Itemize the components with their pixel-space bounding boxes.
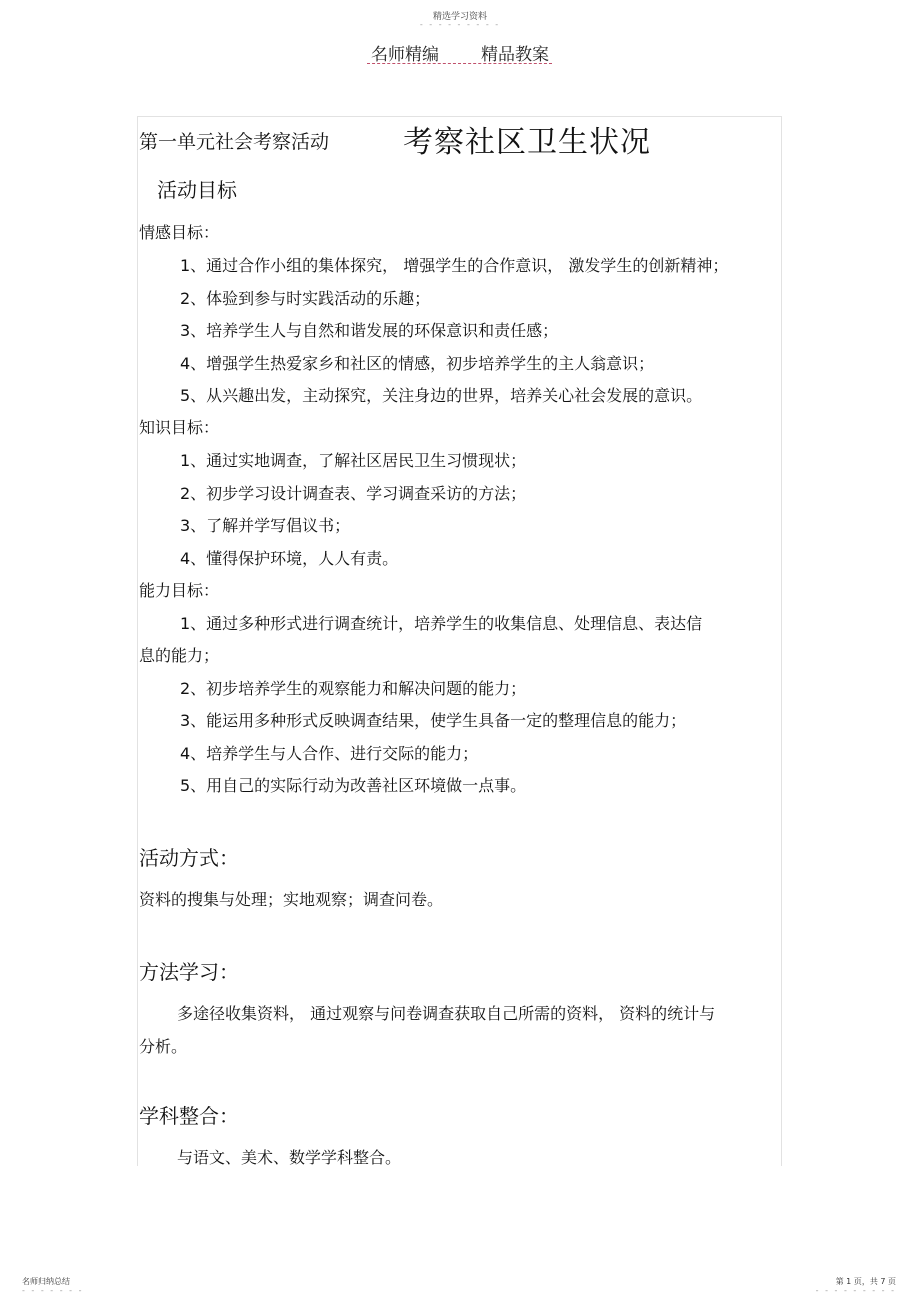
knowledge-heading: 知识目标： <box>139 418 220 437</box>
method-heading: 活动方式： <box>139 846 239 870</box>
knowledge-item: 1、通过实地调查，了解社区居民卫生习惯现状； <box>180 451 527 470</box>
emotion-item: 5、从兴趣出发，主动探究，关注身边的世界，培养关心社会发展的意识。 <box>180 386 703 405</box>
ability-item: 2、初步培养学生的观察能力和解决问题的能力； <box>180 679 527 698</box>
unit-label: 第一单元社会考察活动 <box>139 131 330 153</box>
ability-heading: 能力目标： <box>139 581 220 600</box>
footer-right-dots: - - - - - - - - - <box>815 1286 896 1295</box>
emotion-item: 4、增强学生热爱家乡和社区的情感，初步培养学生的主人翁意识； <box>180 354 655 373</box>
emotion-item: 1、通过合作小组的集体探究， 增强学生的合作意识， 激发学生的创新精神； <box>180 256 729 275</box>
integration-heading: 学科整合： <box>139 1104 239 1128</box>
ability-item: 3、能运用多种形式反映调查结果，使学生具备一定的整理信息的能力； <box>180 711 687 730</box>
page-number: 第 1 页，共 7 页 <box>835 1277 896 1286</box>
method-text: 资料的搜集与处理；实地观察；调查问卷。 <box>139 890 444 909</box>
learning-text: 多途径收集资料， 通过观察与问卷调查获取自己所需的资料， 资料的统计与 <box>177 1004 716 1023</box>
page-title: 考察社区卫生状况 <box>403 125 651 160</box>
top-label: 精选学习资料 <box>432 12 487 22</box>
emotion-item: 2、体验到参与时实践活动的乐趣； <box>180 289 431 308</box>
ability-item: 5、用自己的实际行动为改善社区环境做一点事。 <box>180 776 527 795</box>
integration-text: 与语文、美术、数学学科整合。 <box>177 1148 402 1167</box>
emotion-heading: 情感目标： <box>139 223 220 242</box>
emotion-item: 3、培养学生人与自然和谐发展的环保意识和责任感； <box>180 321 559 340</box>
knowledge-item: 2、初步学习设计调查表、学习调查采访的方法； <box>180 484 527 503</box>
header-underline <box>367 63 552 64</box>
learning-heading: 方法学习： <box>139 960 239 984</box>
knowledge-item: 4、懂得保护环境，人人有责。 <box>180 549 399 568</box>
knowledge-item: 3、了解并学写倡议书； <box>180 516 351 535</box>
ability-item: 1、通过多种形式进行调查统计，培养学生的收集信息、处理信息、表达信 <box>180 614 703 633</box>
footer-left-dots: - - - - - - - <box>22 1286 84 1295</box>
ability-item: 4、培养学生与人合作、进行交际的能力； <box>180 744 479 763</box>
page-header <box>0 40 920 65</box>
activity-goals-heading: 活动目标 <box>157 178 237 202</box>
header-right: 精品教案 <box>481 45 549 65</box>
top-dots: - - - - - - - - - <box>419 20 501 29</box>
ability-item-continuation: 息的能力； <box>139 646 220 665</box>
learning-text-continuation: 分析。 <box>139 1037 188 1056</box>
footer-left: 名师归纳总结 <box>22 1277 70 1286</box>
header-left: 名师精编 <box>371 45 439 65</box>
